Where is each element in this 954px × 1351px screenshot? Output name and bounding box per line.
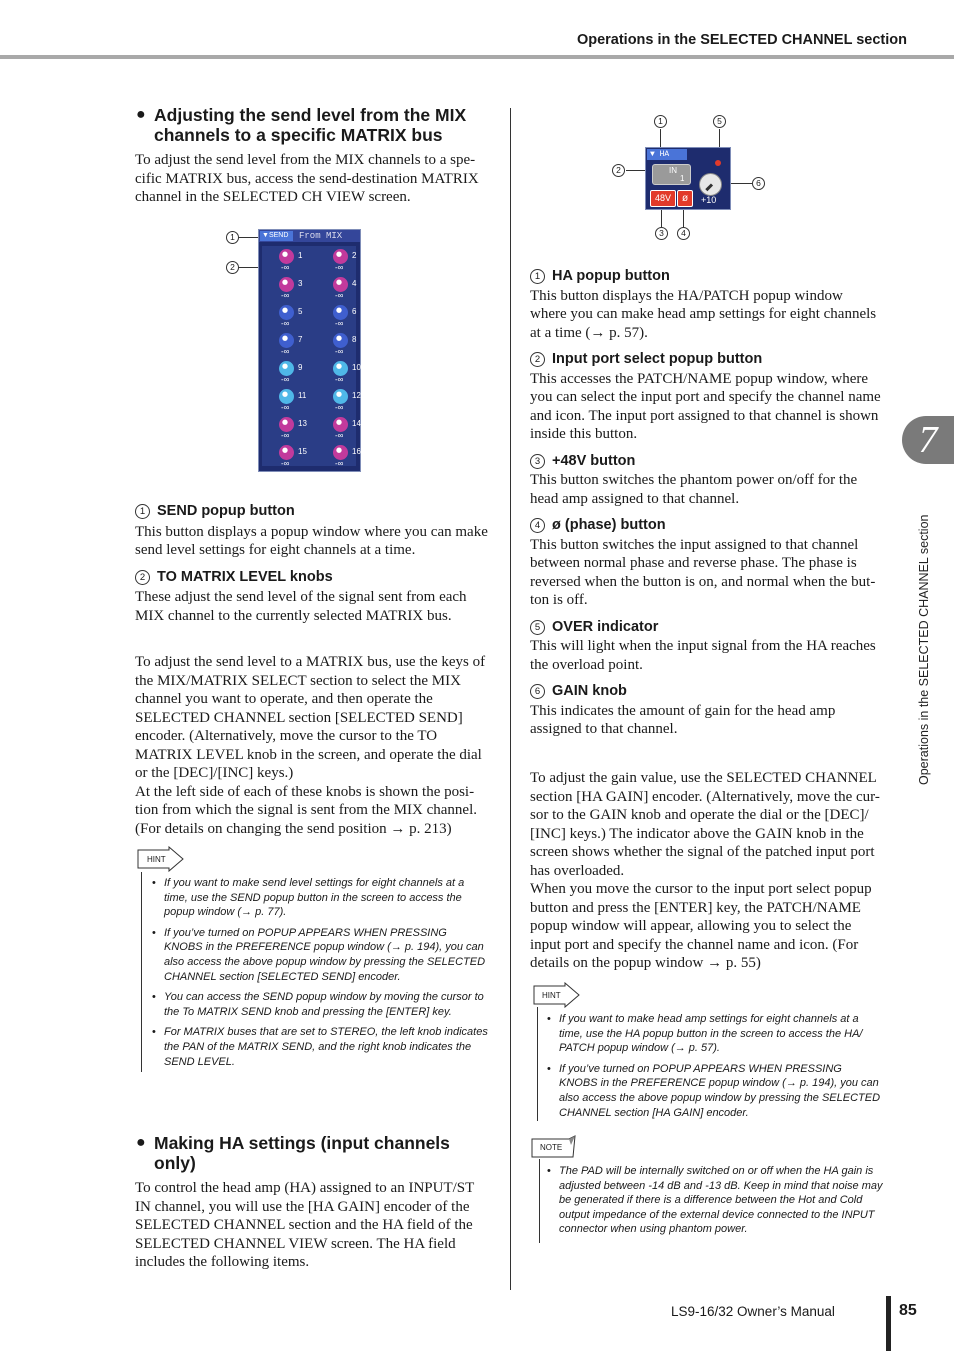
- hint-line-text: • If you’ve turned on POPUP APPEARS WHEN PRESSING: [164, 926, 447, 939]
- text-line: To adjust the send level to a MATRIX bus, use the keys of: [135, 654, 486, 670]
- channel-number: 4: [352, 279, 357, 288]
- item-number: 5: [530, 620, 545, 635]
- knob-value: -∞: [335, 291, 344, 300]
- heading-line: Adjusting the send level from the MIX: [154, 105, 467, 125]
- note-rule: [539, 1159, 540, 1243]
- column-divider: [510, 108, 511, 1290]
- to-matrix-level-knob[interactable]: [333, 417, 348, 432]
- text-line: the overload point.: [530, 656, 643, 673]
- text-line: send level settings for eight channels at a time.: [135, 542, 416, 558]
- text-line: SELECTED CHANNEL section [SELECTED SEND]: [135, 709, 463, 726]
- text-line: section [HA GAIN] encoder. (Alternatively, move the cur-: [530, 788, 880, 805]
- text-line: screen shows whether the signal of the patched input port: [530, 844, 875, 860]
- callout-6: 6: [752, 177, 765, 190]
- note-line-text: output impedance of the external device connected to the INPUT: [559, 1208, 875, 1221]
- hint-item: [547, 1062, 892, 1120]
- hint-rule: [141, 872, 142, 1072]
- hint-label: HINT: [542, 991, 561, 1000]
- callout-1: 1: [226, 231, 239, 244]
- intro-paragraph: [135, 151, 479, 207]
- to-matrix-level-knob[interactable]: [279, 249, 294, 264]
- callout-leader: [660, 129, 661, 149]
- to-matrix-level-knob[interactable]: [333, 361, 348, 376]
- channel-number: 16: [352, 447, 361, 456]
- text-line: MIX channel to the currently selected MATRIX bus.: [135, 607, 452, 624]
- channel-number: 15: [298, 447, 307, 456]
- channel-number: 3: [298, 279, 303, 288]
- phantom-48v-button[interactable]: 48V: [650, 190, 676, 207]
- item-title: HA popup button: [552, 268, 670, 284]
- header-rule: [0, 55, 954, 59]
- hint-item: [152, 926, 498, 984]
- callout-1: 1: [654, 115, 667, 128]
- text-line: or the [DEC]/[INC] keys.): [135, 765, 294, 781]
- knob-value: -∞: [335, 263, 344, 272]
- text-line: popup window will appear, allowing you to select the: [530, 918, 852, 934]
- text-line: IN channel, you will use the [HA GAIN] encoder of the: [135, 1198, 470, 1215]
- to-matrix-level-knob[interactable]: [279, 389, 294, 404]
- knob-value: -∞: [281, 459, 290, 468]
- to-matrix-level-knob[interactable]: [333, 249, 348, 264]
- page-number: 85: [899, 1302, 917, 1319]
- bullet-icon: ●: [136, 1134, 146, 1151]
- note-item: [547, 1164, 892, 1237]
- text-line: SELECTED CHANNEL section and the HA field of the: [135, 1217, 473, 1233]
- text-line: includes the following items.: [135, 1254, 310, 1270]
- item-title: TO MATRIX LEVEL knobs: [157, 568, 333, 585]
- text-line: encoder. (Alternatively, move the cursor to the TO: [135, 728, 438, 744]
- channel-number: 6: [352, 307, 357, 316]
- text-line: This will light when the input signal from the HA reaches: [530, 638, 876, 654]
- item-heading: [135, 568, 488, 587]
- hint-line-text: time, use the SEND popup button in the screen to access the: [164, 891, 462, 904]
- input-port-select-button[interactable]: [652, 164, 691, 185]
- text-line: details on the popup window → p. 55): [530, 955, 761, 971]
- knob-grid: [262, 246, 361, 468]
- item-heading: [530, 267, 890, 286]
- note-line-text: connector when using phantom power.: [559, 1223, 748, 1236]
- hint-item: [152, 990, 498, 1019]
- note-line-text: adjusted between -14 dB and -13 dB. Keep in mind that noise may: [559, 1179, 883, 1192]
- knob-value: -∞: [281, 263, 290, 272]
- to-matrix-level-knob[interactable]: [333, 333, 348, 348]
- hint-line-text: KNOBS in the PREFERENCE popup window (→ p. 194), you can: [164, 941, 484, 954]
- footer-rule: [886, 1296, 891, 1351]
- footer-manual-title: LS9-16/32 Owner’s Manual: [671, 1304, 835, 1319]
- to-matrix-level-knob[interactable]: [279, 277, 294, 292]
- note-line-text: • The PAD will be internally switched on or off when the HA gain is: [559, 1165, 874, 1177]
- text-line: When you move the cursor to the input port select popup: [530, 881, 872, 897]
- text-line: button and press the [ENTER] key, the PATCH/NAME: [530, 899, 861, 916]
- heading-line: only): [154, 1153, 196, 1173]
- right-item-list: [530, 267, 890, 739]
- knob-value: -∞: [335, 319, 344, 328]
- text-line: channel you want to operate, and then operate the: [135, 691, 433, 707]
- ha-button-label: HA: [659, 150, 670, 159]
- text-line: To control the head amp (HA) assigned to an INPUT/ST: [135, 1180, 475, 1196]
- knob-value: -∞: [335, 347, 344, 356]
- item-title: +48V button: [552, 452, 636, 469]
- item-number: 6: [530, 684, 545, 699]
- text-line: channel in the SELECTED CH VIEW screen.: [135, 189, 411, 205]
- input-port-number: 1: [680, 174, 685, 183]
- channel-number: 12: [352, 391, 361, 400]
- text-line: inside this button.: [530, 426, 638, 442]
- hint-label: HINT: [147, 855, 166, 864]
- hint-line-text: • For MATRIX buses that are set to STEREO, the left knob indicates: [164, 1026, 488, 1039]
- item-heading: [530, 350, 890, 369]
- hint-rule: [537, 1007, 538, 1121]
- channel-number: 11: [298, 391, 307, 400]
- to-matrix-level-knob[interactable]: [333, 277, 348, 292]
- callout-3: 3: [655, 227, 668, 240]
- text-line: These adjust the send level of the signal sent from each: [135, 589, 467, 605]
- item-heading: [530, 682, 890, 701]
- text-line: MATRIX LEVEL knob in the screen, and operate the dial: [135, 746, 482, 763]
- knob-value: -∞: [335, 375, 344, 384]
- item-number: 4: [530, 518, 545, 533]
- item-number: 1: [530, 269, 545, 284]
- to-matrix-level-knob[interactable]: [279, 445, 294, 460]
- text-line: ton is off.: [530, 592, 588, 608]
- knob-value: -∞: [281, 319, 290, 328]
- text-line: at a time (→ p. 57).: [530, 324, 648, 341]
- send-paragraph: [135, 653, 485, 838]
- knob-pointer: [705, 183, 713, 191]
- left-item-list: [135, 502, 488, 625]
- knob-value: -∞: [281, 375, 290, 384]
- text-line: SELECTED CHANNEL VIEW screen. The HA field: [135, 1235, 456, 1252]
- channel-number: 14: [352, 419, 361, 428]
- bullet-icon: ●: [136, 106, 146, 123]
- callout-5: 5: [713, 115, 726, 128]
- text-line: To adjust the send level from the MIX channels to a spe-: [135, 152, 476, 168]
- side-section-label: Operations in the SELECTED CHANNEL section: [917, 514, 931, 785]
- hint-list-send: [152, 876, 498, 1075]
- text-line: where you can make head amp settings for eight channels: [530, 306, 877, 322]
- hint-line-text: CHANNEL section [HA GAIN] encoder.: [559, 1106, 749, 1119]
- channel-number: 10: [352, 363, 361, 372]
- text-line: assigned to that channel.: [530, 721, 678, 737]
- channel-number: 2: [352, 251, 357, 260]
- text-line: the MIX/MATRIX SELECT section to select the MIX: [135, 672, 461, 689]
- text-line: At the left side of each of these knobs is shown the posi-: [135, 783, 475, 800]
- hint-line-text: the To MATRIX SEND knob and pressing the [ENTER] key.: [164, 1005, 452, 1018]
- to-matrix-level-knob[interactable]: [333, 389, 348, 404]
- channel-number: 13: [298, 419, 307, 428]
- text-line: This accesses the PATCH/NAME popup window, where: [530, 370, 869, 387]
- gain-value: +10: [701, 195, 717, 205]
- send-button-label: SEND: [268, 232, 289, 239]
- text-line: head amp assigned to that channel.: [530, 490, 740, 507]
- text-line: This button displays a popup window where you can make: [135, 523, 488, 540]
- send-popup-button[interactable]: ▼SEND: [260, 231, 293, 241]
- hint-line-text: • If you want to make head amp settings for eight channels at a: [559, 1013, 859, 1025]
- section-heading-send: [136, 105, 467, 145]
- item-number: 1: [135, 504, 150, 519]
- channel-number: 8: [352, 335, 357, 344]
- to-matrix-level-knob[interactable]: [279, 305, 294, 320]
- item-number: 2: [135, 570, 150, 585]
- to-matrix-level-knob[interactable]: [279, 361, 294, 376]
- text-line: between normal phase and reverse phase. The phase is: [530, 555, 857, 571]
- channel-number: 5: [298, 307, 303, 316]
- to-matrix-level-knob[interactable]: [333, 445, 348, 460]
- text-line: [INC] keys.) The indicator above the GAIN knob in the: [530, 825, 864, 842]
- text-line: has overloaded.: [530, 862, 625, 879]
- hint-line-text: the PAN of the MATRIX SEND, and the right knob indicates the: [164, 1040, 472, 1053]
- ha-paragraph: [530, 769, 880, 973]
- knob-value: -∞: [281, 431, 290, 440]
- callout-2: 2: [612, 164, 625, 177]
- to-matrix-level-knob[interactable]: [279, 417, 294, 432]
- hint-line-text: CHANNEL section [SELECTED SEND] encoder.: [164, 970, 401, 983]
- item-title: SEND popup button: [157, 503, 295, 519]
- gain-knob[interactable]: [699, 173, 722, 196]
- heading-line: Making HA settings (input channels: [154, 1133, 450, 1153]
- heading-line: channels to a specific MATRIX bus: [154, 125, 443, 145]
- text-line: This button displays the HA/PATCH popup window: [530, 287, 843, 304]
- to-matrix-level-knob[interactable]: [279, 333, 294, 348]
- text-line: and icon. The input port assigned to that channel is shown: [530, 407, 879, 424]
- hint-line-text: KNOBS in the PREFERENCE popup window (→ p. 194), you can: [559, 1077, 879, 1090]
- knob-value: -∞: [335, 459, 344, 468]
- chapter-tab: 7: [902, 416, 954, 464]
- section-heading-ha: [136, 1133, 450, 1173]
- hint-item: [152, 1025, 498, 1069]
- knob-value: -∞: [281, 403, 290, 412]
- item-heading: [135, 502, 488, 521]
- item-heading: [530, 452, 890, 471]
- hint-item: [547, 1012, 892, 1056]
- text-line: sor to the GAIN knob and operate the dial or the [DEC]/: [530, 807, 869, 823]
- item-number: 2: [530, 352, 545, 367]
- panel-titlebar: [259, 230, 360, 242]
- item-number: 3: [530, 454, 545, 469]
- text-line: (For details on changing the send position → p. 213): [135, 820, 452, 837]
- hint-list-ha: [547, 1012, 892, 1126]
- hint-line-text: popup window (→ p. 77).: [164, 906, 287, 919]
- hint-line-text: • If you want to make send level settings for eight channels at a: [164, 877, 465, 889]
- phase-button[interactable]: ø: [677, 190, 693, 207]
- send-from-mix-panel: [258, 229, 361, 472]
- text-line: This button switches the phantom power on/off for the: [530, 472, 858, 488]
- text-line: tion from which the signal is sent from the MIX channel.: [135, 802, 478, 818]
- hint-line-text: time, use the HA popup button in the screen to access the HA/: [559, 1027, 863, 1040]
- ha-intro-paragraph: [135, 1179, 474, 1272]
- hint-line-text: SEND LEVEL.: [164, 1055, 235, 1068]
- text-line: you can select the input port and specify the channel name: [530, 389, 881, 405]
- text-line: This button switches the input assigned to that channel: [530, 536, 859, 553]
- note-label: NOTE: [540, 1143, 563, 1152]
- knob-value: -∞: [335, 403, 344, 412]
- input-port-label: IN: [669, 166, 677, 175]
- text-line: To adjust the gain value, use the SELECTED CHANNEL: [530, 770, 877, 786]
- channel-number: 1: [298, 251, 303, 260]
- item-title: ø (phase) button: [552, 517, 666, 533]
- text-line: reversed when the button is on, and normal when the but-: [530, 573, 876, 590]
- text-line: cific MATRIX bus, access the send-destination MATRIX: [135, 170, 479, 187]
- over-indicator: [715, 160, 721, 166]
- item-title: Input port select popup button: [552, 351, 763, 367]
- knob-value: -∞: [335, 431, 344, 440]
- running-header: Operations in the SELECTED CHANNEL section: [576, 32, 907, 48]
- knob-value: -∞: [281, 291, 290, 300]
- note-line-text: be generated if there is a difference between the Hot and Cold: [559, 1194, 863, 1207]
- callout-2: 2: [226, 261, 239, 274]
- callout-4: 4: [677, 227, 690, 240]
- text-line: This indicates the amount of gain for the head amp: [530, 702, 836, 719]
- knob-value: -∞: [281, 347, 290, 356]
- item-title: GAIN knob: [552, 683, 627, 699]
- note-list: [547, 1164, 892, 1243]
- text-line: input port and specify the channel name and icon. (For: [530, 936, 859, 953]
- ha-popup-button[interactable]: ▼ HA: [647, 149, 687, 160]
- hint-item: [152, 876, 498, 920]
- channel-number: 7: [298, 335, 303, 344]
- panel-title: From MIX: [299, 231, 343, 241]
- item-heading: [530, 618, 890, 637]
- hint-line-text: • You can access the SEND popup window by moving the cursor to: [164, 991, 484, 1004]
- channel-number: 9: [298, 363, 303, 372]
- hint-line-text: • If you’ve turned on POPUP APPEARS WHEN PRESSING: [559, 1062, 842, 1075]
- to-matrix-level-knob[interactable]: [333, 305, 348, 320]
- hint-line-text: PATCH popup window (→ p. 57).: [559, 1042, 720, 1055]
- hint-line-text: also access the above popup window by pressing the SELECTED: [164, 955, 486, 968]
- item-heading: [530, 516, 890, 535]
- item-title: OVER indicator: [552, 618, 659, 635]
- hint-line-text: also access the above popup window by pressing the SELECTED: [559, 1091, 881, 1104]
- ha-field-panel: [645, 147, 731, 210]
